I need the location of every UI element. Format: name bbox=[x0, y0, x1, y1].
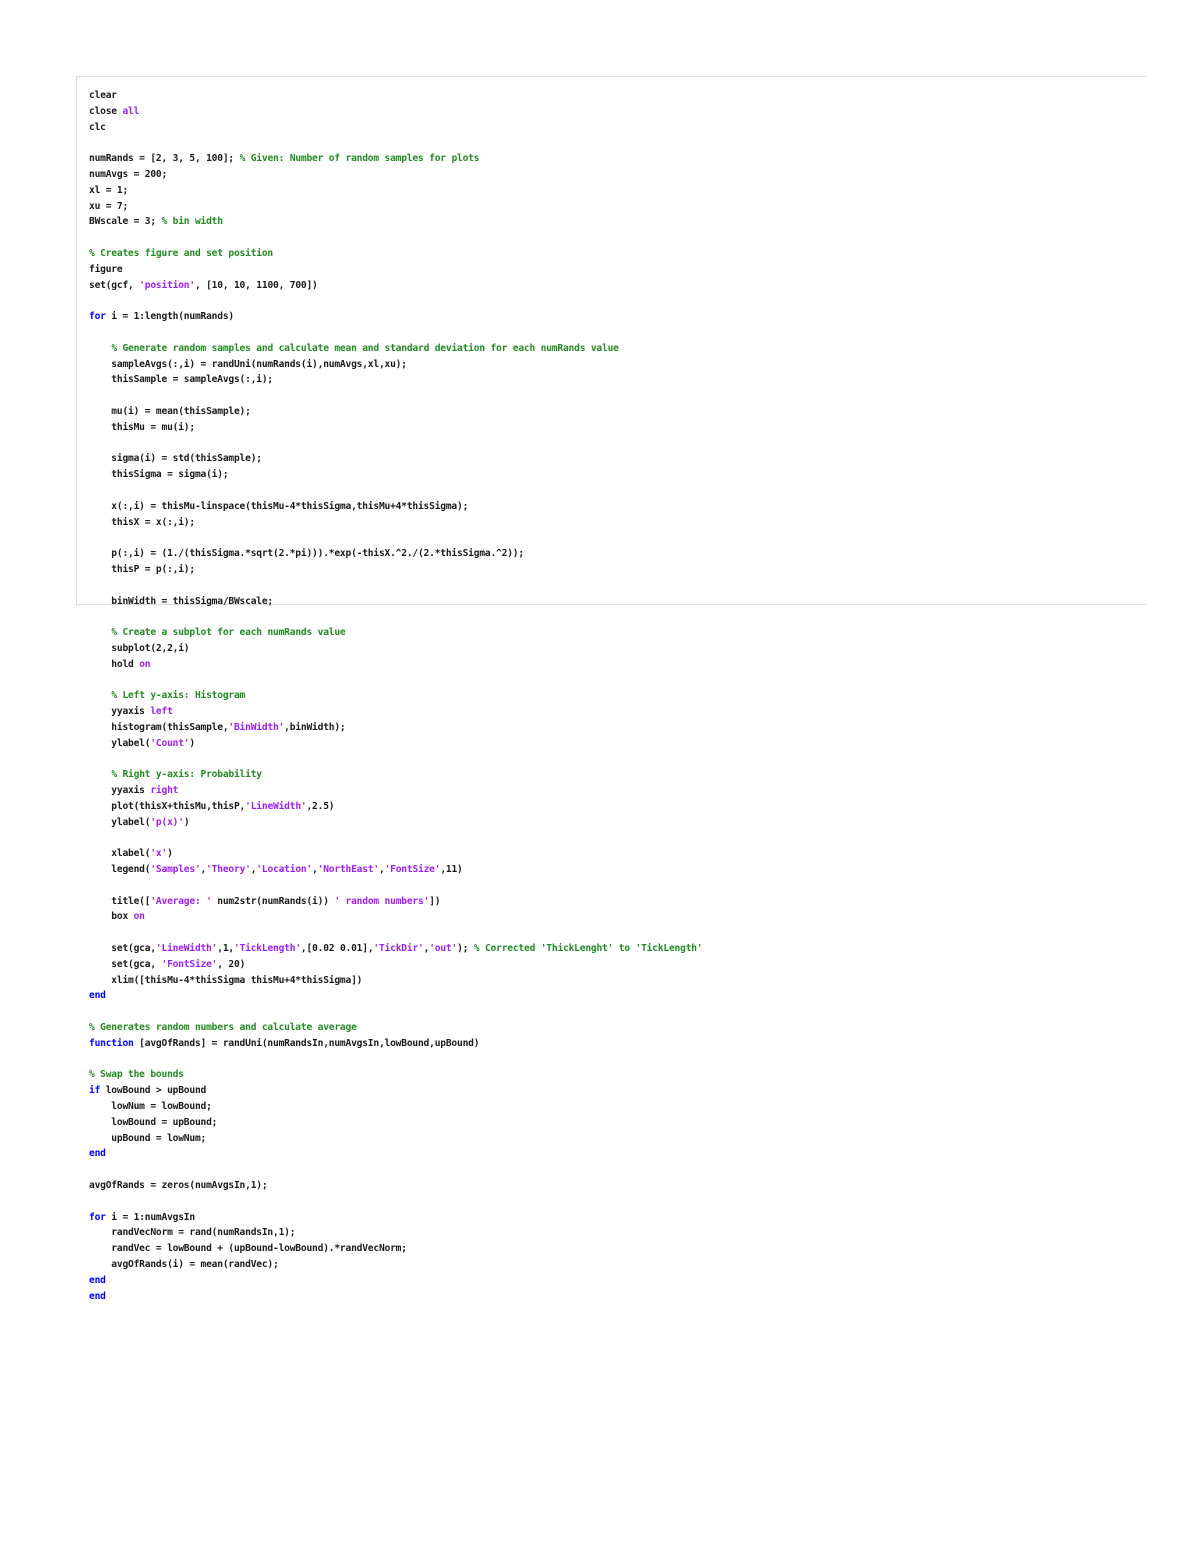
code-line bbox=[89, 578, 1146, 594]
code-string: 'Count' bbox=[150, 737, 190, 749]
code-line bbox=[89, 1131, 1146, 1147]
code-text bbox=[89, 343, 111, 354]
code-line bbox=[89, 420, 1146, 436]
code-string: left bbox=[150, 706, 173, 718]
code-line bbox=[89, 88, 1146, 104]
code-line bbox=[89, 783, 1146, 799]
code-line bbox=[89, 1004, 1146, 1020]
code-line bbox=[89, 657, 1146, 673]
code-line bbox=[89, 751, 1146, 767]
code-line bbox=[89, 862, 1146, 878]
code-text: , bbox=[378, 864, 385, 876]
code-line bbox=[89, 230, 1146, 246]
code-line bbox=[89, 104, 1146, 120]
code-string: 'FontSize' bbox=[384, 864, 441, 876]
code-line bbox=[89, 183, 1146, 199]
code-text: xlabel( bbox=[89, 848, 151, 860]
code-text: ) bbox=[183, 816, 190, 828]
code-line bbox=[89, 325, 1146, 341]
code-line bbox=[89, 451, 1146, 467]
code-text: randVecNorm = rand(numRandsIn,1); bbox=[89, 1227, 296, 1239]
code-text bbox=[89, 690, 111, 701]
code-line bbox=[89, 214, 1146, 230]
code-string: 'NorthEast' bbox=[317, 864, 379, 876]
code-line bbox=[89, 641, 1146, 657]
code-line bbox=[89, 1052, 1146, 1068]
code-line bbox=[89, 293, 1146, 309]
code-keyword: function bbox=[89, 1037, 134, 1049]
code-string: 'Location' bbox=[256, 864, 313, 876]
code-keyword: end bbox=[89, 1290, 106, 1302]
code-line bbox=[89, 135, 1146, 151]
code-comment: % Left y-axis: Histogram bbox=[111, 690, 246, 702]
code-comment: % Right y-axis: Probability bbox=[111, 769, 262, 781]
code-text: mu(i) = mean(thisSample); bbox=[89, 405, 251, 417]
code-text: xl = 1; bbox=[89, 184, 129, 196]
code-string: 'out' bbox=[429, 943, 458, 955]
code-comment: % Generates random numbers and calculate average bbox=[89, 1022, 357, 1034]
code-text: ,11) bbox=[440, 864, 463, 876]
code-line bbox=[89, 246, 1146, 262]
code-line bbox=[89, 515, 1146, 531]
code-keyword: for bbox=[89, 1211, 106, 1223]
code-text: box bbox=[89, 911, 134, 923]
code-line bbox=[89, 894, 1146, 910]
code-keyword: for bbox=[89, 311, 106, 323]
code-line bbox=[89, 1178, 1146, 1194]
code-text: xu = 7; bbox=[89, 200, 129, 212]
code-line bbox=[89, 1210, 1146, 1226]
code-text: set(gcf, bbox=[89, 279, 140, 291]
code-text: sigma(i) = std(thisSample); bbox=[89, 453, 262, 465]
code-keyword: end bbox=[89, 990, 106, 1002]
code-line bbox=[89, 973, 1146, 989]
code-string: on bbox=[133, 911, 145, 923]
code-text: title([ bbox=[89, 895, 151, 907]
code-text bbox=[89, 627, 111, 638]
code-text: ,1, bbox=[217, 943, 234, 955]
code-line bbox=[89, 1067, 1146, 1083]
code-text: thisP = p(:,i); bbox=[89, 563, 195, 575]
code-text: yyaxis bbox=[89, 706, 151, 718]
code-line bbox=[89, 530, 1146, 546]
code-line bbox=[89, 799, 1146, 815]
code-string: 'LineWidth' bbox=[245, 800, 307, 812]
code-line bbox=[89, 341, 1146, 357]
code-text: num2str(numRands(i)) bbox=[211, 895, 335, 907]
code-listing-panel bbox=[76, 76, 1146, 1302]
code-text: lowBound > upBound bbox=[100, 1085, 207, 1097]
code-string: 'FontSize' bbox=[161, 958, 218, 970]
code-string: 'Samples' bbox=[150, 864, 201, 876]
code-text: i = 1:numAvgsIn bbox=[105, 1211, 195, 1223]
code-string: 'Theory' bbox=[206, 864, 251, 876]
code-line bbox=[89, 278, 1146, 294]
code-text: x(:,i) = thisMu-linspace(thisMu-4*thisSigma,thisMu+4*thisSigma); bbox=[89, 500, 469, 512]
code-line bbox=[89, 941, 1146, 957]
code-text: ); bbox=[457, 943, 474, 955]
code-text: ,2.5) bbox=[306, 800, 335, 812]
code-text: BWscale = 3; bbox=[89, 216, 162, 228]
code-line bbox=[89, 372, 1146, 388]
code-text: [avgOfRands] = randUni(numRandsIn,numAvgsIn,lowBound,upBound) bbox=[133, 1037, 480, 1049]
code-line bbox=[89, 878, 1146, 894]
code-text: , bbox=[200, 864, 207, 876]
code-text: close bbox=[89, 105, 123, 117]
code-line bbox=[89, 467, 1146, 483]
code-text: plot(thisX+thisMu,thisP, bbox=[89, 800, 246, 812]
code-line bbox=[89, 767, 1146, 783]
code-keyword: if bbox=[89, 1085, 101, 1097]
code-string: 'p(x)' bbox=[150, 816, 184, 828]
code-line bbox=[89, 720, 1146, 736]
code-line bbox=[89, 925, 1146, 941]
code-comment: % Generate random samples and calculate mean and standard deviation for each numRands value bbox=[111, 342, 619, 354]
code-line bbox=[89, 846, 1146, 862]
code-text: numAvgs = 200; bbox=[89, 168, 168, 180]
code-text: thisMu = mu(i); bbox=[89, 421, 195, 433]
code-text: ,binWidth); bbox=[284, 721, 346, 733]
code-line bbox=[89, 1083, 1146, 1099]
code-line bbox=[89, 483, 1146, 499]
code-string: 'Average: ' bbox=[150, 895, 212, 907]
code-string: all bbox=[122, 105, 140, 117]
code-line bbox=[89, 909, 1146, 925]
code-text: ylabel( bbox=[89, 816, 151, 828]
code-string: 'LineWidth' bbox=[155, 943, 218, 955]
code-string: right bbox=[150, 785, 179, 797]
code-line bbox=[89, 309, 1146, 325]
code-line bbox=[89, 594, 1146, 610]
code-line bbox=[89, 388, 1146, 404]
code-string: ' random numbers' bbox=[334, 895, 430, 907]
code-line bbox=[89, 120, 1146, 136]
code-text: clear bbox=[89, 90, 117, 101]
code-line bbox=[89, 546, 1146, 562]
code-line bbox=[89, 562, 1146, 578]
code-line bbox=[89, 688, 1146, 704]
code-text: lowBound = upBound; bbox=[89, 1116, 218, 1128]
code-line bbox=[89, 1225, 1146, 1241]
code-line bbox=[89, 1115, 1146, 1131]
code-text: avgOfRands(i) = mean(randVec); bbox=[89, 1258, 279, 1270]
code-text bbox=[89, 769, 111, 780]
code-text: avgOfRands = zeros(numAvgsIn,1); bbox=[89, 1179, 268, 1191]
code-line bbox=[89, 1036, 1146, 1052]
code-line bbox=[89, 625, 1146, 641]
code-text: thisSample = sampleAvgs(:,i); bbox=[89, 374, 274, 386]
code-text: thisX = x(:,i); bbox=[89, 516, 195, 528]
code-text: xlim([thisMu-4*thisSigma thisMu+4*thisSigma]) bbox=[89, 974, 363, 986]
code-text: i = 1:length(numRands) bbox=[105, 311, 234, 323]
code-text: ,[0.02 0.01], bbox=[300, 943, 374, 955]
code-line bbox=[89, 1241, 1146, 1257]
code-line bbox=[89, 357, 1146, 373]
code-line bbox=[89, 957, 1146, 973]
code-text: upBound = lowNum; bbox=[89, 1132, 207, 1144]
code-line bbox=[89, 1099, 1146, 1115]
code-line bbox=[89, 436, 1146, 452]
code-text: set(gca, bbox=[89, 943, 156, 955]
code-comment: % bin width bbox=[161, 216, 223, 228]
code-string: 'TickLength' bbox=[234, 943, 301, 955]
code-line bbox=[89, 704, 1146, 720]
code-line bbox=[89, 1194, 1146, 1210]
code-text: p(:,i) = (1./(thisSigma.*sqrt(2.*pi))).*exp(-thisX.^2./(2.*thisSigma.^2)); bbox=[89, 548, 524, 560]
code-text: set(gca, bbox=[89, 958, 162, 970]
code-comment: % Corrected 'ThickLenght' to 'TickLength' bbox=[473, 943, 703, 955]
code-comment: % Swap the bounds bbox=[89, 1069, 184, 1081]
code-line bbox=[89, 736, 1146, 752]
code-text: , bbox=[423, 943, 430, 955]
code-string: 'position' bbox=[139, 279, 195, 291]
code-string: on bbox=[139, 658, 151, 670]
code-line bbox=[89, 672, 1146, 688]
code-line bbox=[89, 1257, 1146, 1273]
code-text: randVec = lowBound + (upBound-lowBound).*randVecNorm; bbox=[89, 1243, 407, 1255]
code-string: 'TickDir' bbox=[373, 943, 424, 955]
code-text: figure bbox=[89, 263, 123, 275]
code-line bbox=[89, 499, 1146, 515]
code-line bbox=[89, 988, 1146, 1004]
code-line bbox=[89, 199, 1146, 215]
code-keyword: end bbox=[89, 1274, 106, 1286]
code-line bbox=[89, 815, 1146, 831]
code-text: binWidth = thisSigma/BWscale; bbox=[89, 595, 274, 607]
code-line bbox=[89, 609, 1146, 625]
code-listing-body bbox=[89, 88, 1146, 1304]
code-text: ) bbox=[189, 737, 195, 749]
code-text: clc bbox=[89, 121, 106, 133]
code-text: sampleAvgs(:,i) = randUni(numRands(i),numAvgs,xl,xu); bbox=[89, 358, 407, 370]
code-line bbox=[89, 1020, 1146, 1036]
code-text: subplot(2,2,i) bbox=[89, 642, 190, 654]
code-text: lowNum = lowBound; bbox=[89, 1101, 212, 1112]
code-line bbox=[89, 1273, 1146, 1289]
code-text: numRands = [2, 3, 5, 100]; bbox=[89, 153, 240, 165]
code-text: , 20) bbox=[217, 958, 246, 970]
code-text: hold bbox=[89, 658, 140, 670]
code-comment: % Create a subplot for each numRands value bbox=[111, 627, 346, 639]
code-text: , bbox=[312, 864, 318, 876]
code-line bbox=[89, 404, 1146, 420]
code-keyword: end bbox=[89, 1148, 106, 1160]
code-line bbox=[89, 1162, 1146, 1178]
code-line bbox=[89, 151, 1146, 167]
code-text: , bbox=[250, 864, 257, 876]
code-comment: % Given: Number of random samples for plots bbox=[239, 153, 480, 165]
code-line bbox=[89, 262, 1146, 278]
code-text: yyaxis bbox=[89, 785, 151, 797]
code-line bbox=[89, 167, 1146, 183]
code-comment: % Creates figure and set position bbox=[89, 247, 274, 259]
code-string: 'BinWidth' bbox=[228, 721, 285, 733]
code-text: ]) bbox=[429, 895, 441, 907]
code-text: ylabel( bbox=[89, 737, 151, 749]
code-text: , [10, 10, 1100, 700]) bbox=[194, 279, 318, 291]
code-text: thisSigma = sigma(i); bbox=[89, 469, 229, 481]
code-string: 'x' bbox=[150, 848, 168, 860]
code-text: ) bbox=[167, 848, 173, 860]
code-line bbox=[89, 1289, 1146, 1305]
code-line bbox=[89, 1146, 1146, 1162]
code-text: histogram(thisSample, bbox=[89, 721, 229, 733]
code-line bbox=[89, 830, 1146, 846]
code-text: legend( bbox=[89, 864, 151, 876]
